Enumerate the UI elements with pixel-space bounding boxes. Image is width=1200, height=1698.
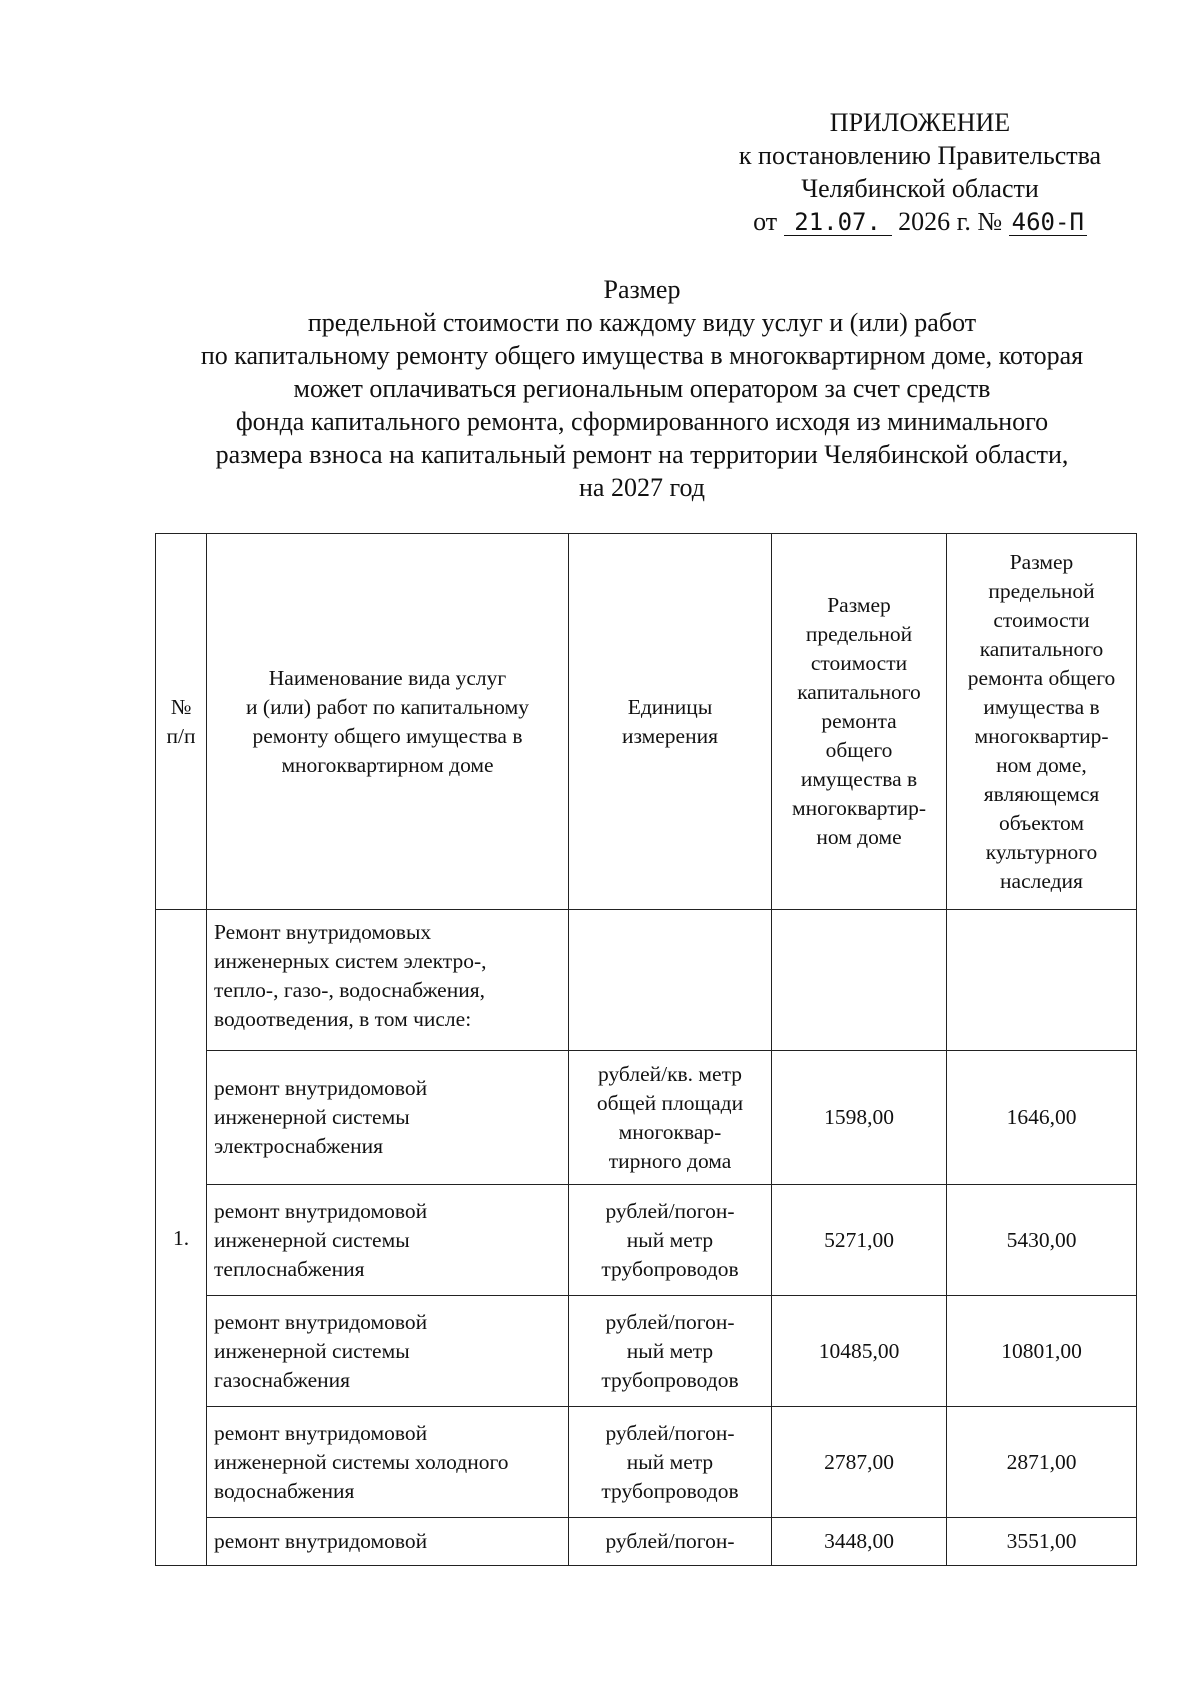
table-row bbox=[156, 1051, 1137, 1185]
appendix-date: 21.07. bbox=[784, 209, 892, 236]
appendix-date-line bbox=[690, 205, 1150, 238]
table-row bbox=[156, 1518, 1137, 1566]
heading-line: может оплачиваться региональным оператором за счет средств bbox=[293, 374, 991, 403]
row-cost-heritage: 2871,00 bbox=[947, 1407, 1137, 1518]
group-title: Ремонт внутридомовых инженерных систем электро-, тепло-, газо-, водоснабжения, водоотведения, в том числе: bbox=[207, 910, 569, 1051]
row-name: ремонт внутридомовой инженерной системы газоснабжения bbox=[207, 1296, 569, 1407]
heading-line: предельной стоимости по каждому виду услуг и (или) работ bbox=[307, 308, 977, 337]
table-row bbox=[156, 1185, 1137, 1296]
heading-line: на 2027 год bbox=[579, 473, 705, 502]
row-name: ремонт внутридомовой bbox=[207, 1518, 569, 1566]
row-cost: 1598,00 bbox=[772, 1051, 947, 1185]
row-cost-heritage: 5430,00 bbox=[947, 1185, 1137, 1296]
row-name: ремонт внутридомовой инженерной системы холодного водоснабжения bbox=[207, 1407, 569, 1518]
row-cost-heritage: 1646,00 bbox=[947, 1051, 1137, 1185]
header-cost-heritage: Размер предельной стоимости капитального ремонта общего имущества в многоквартир- ном доме, являющемся объектом культурного наследия bbox=[947, 534, 1137, 910]
heading-line: по капитальному ремонту общего имущества в многоквартирном доме, которая bbox=[200, 341, 1084, 370]
heading-line: размера взноса на капитальный ремонт на территории Челябинской области, bbox=[215, 440, 1069, 469]
cost-table bbox=[155, 533, 1137, 1566]
appendix-block bbox=[690, 106, 1150, 238]
appendix-line-1: к постановлению Правительства bbox=[738, 141, 1102, 170]
row-unit: рублей/погон- bbox=[569, 1518, 772, 1566]
table-row bbox=[156, 1296, 1137, 1407]
row-name: ремонт внутридомовой инженерной системы теплоснабжения bbox=[207, 1185, 569, 1296]
row-cost: 5271,00 bbox=[772, 1185, 947, 1296]
row-unit: рублей/погон- ный метр трубопроводов bbox=[569, 1296, 772, 1407]
header-cost: Размер предельной стоимости капитального ремонта общего имущества в многоквартир- ном доме bbox=[772, 534, 947, 910]
appendix-number: 460-П bbox=[1009, 209, 1087, 236]
header-name: Наименование вида услуг и (или) работ по капитальному ремонту общего имущества в многоквартирном доме bbox=[207, 534, 569, 910]
table-row bbox=[156, 1407, 1137, 1518]
table-header-row bbox=[156, 534, 1137, 910]
heading-line: Размер bbox=[603, 275, 681, 304]
appendix-title: ПРИЛОЖЕНИЕ bbox=[829, 108, 1011, 137]
group-cost-empty bbox=[772, 910, 947, 1051]
row-cost-heritage: 10801,00 bbox=[947, 1296, 1137, 1407]
row-cost-heritage: 3551,00 bbox=[947, 1518, 1137, 1566]
header-unit: Единицы измерения bbox=[569, 534, 772, 910]
row-cost: 2787,00 bbox=[772, 1407, 947, 1518]
row-unit: рублей/погон- ный метр трубопроводов bbox=[569, 1185, 772, 1296]
table-row-group bbox=[156, 910, 1137, 1051]
row-unit: рублей/погон- ный метр трубопроводов bbox=[569, 1407, 772, 1518]
row-cost: 10485,00 bbox=[772, 1296, 947, 1407]
document-heading bbox=[150, 273, 1134, 504]
group-number: 1. bbox=[156, 910, 207, 1566]
row-cost: 3448,00 bbox=[772, 1518, 947, 1566]
heading-line: фонда капитального ремонта, сформированного исходя из минимального bbox=[235, 407, 1049, 436]
row-unit: рублей/кв. метр общей площади многоквар- тирного дома bbox=[569, 1051, 772, 1185]
row-name: ремонт внутридомовой инженерной системы электроснабжения bbox=[207, 1051, 569, 1185]
group-cost-heritage-empty bbox=[947, 910, 1137, 1051]
appendix-year: 2026 г. № bbox=[898, 207, 1003, 236]
header-num: № п/п bbox=[156, 534, 207, 910]
appendix-line-2: Челябинской области bbox=[801, 174, 1039, 203]
group-unit-empty bbox=[569, 910, 772, 1051]
appendix-prefix: от bbox=[753, 207, 778, 236]
